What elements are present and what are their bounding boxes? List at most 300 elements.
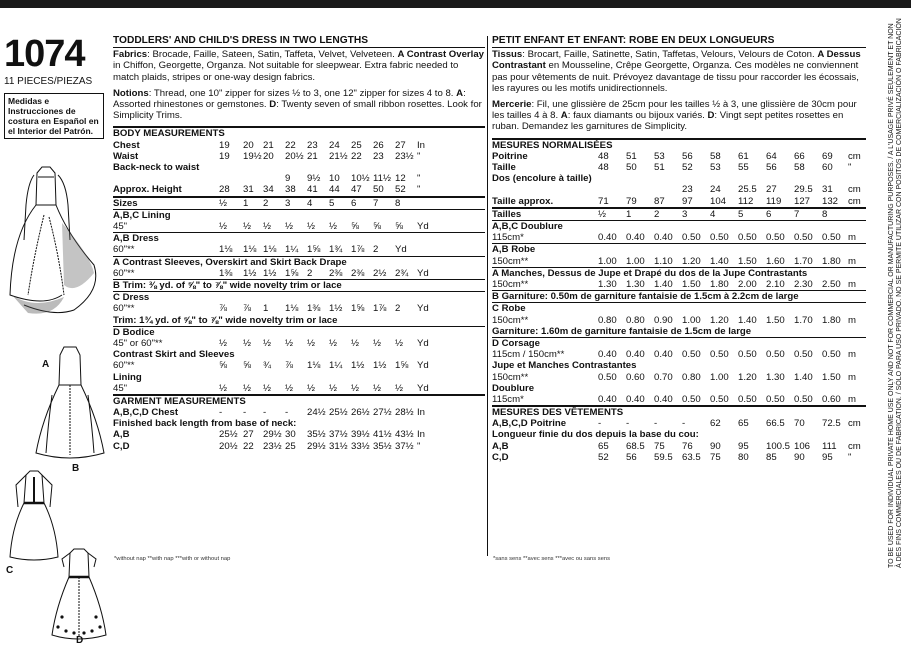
- yardage-block: [492, 290, 866, 302]
- cell-value: 58: [794, 162, 805, 174]
- cell-value: 28½: [395, 407, 414, 419]
- english-body-measurements: [113, 126, 485, 195]
- cell-value: 37½: [329, 429, 348, 441]
- cell-value: 0.50: [822, 232, 841, 244]
- cell-value: 85: [766, 451, 777, 463]
- cell-value: 2½: [373, 267, 387, 279]
- body-measurement-row: [113, 151, 485, 162]
- cell-value: 1.60: [766, 255, 785, 267]
- row-label: A,B: [492, 440, 509, 452]
- yardage-heading: A Contrast Sleeves, Overskirt and Skirt Back Drape: [113, 256, 347, 268]
- cell-value: In: [417, 429, 426, 441]
- cell-value: ½: [598, 208, 607, 220]
- cell-value: 53: [710, 162, 721, 174]
- cell-value: 1.00: [682, 314, 701, 326]
- cell-value: Yd: [417, 267, 429, 279]
- cell-value: 1½: [351, 360, 365, 372]
- cell-value: 2: [307, 267, 313, 279]
- cell-value: 19: [219, 150, 230, 162]
- cell-value: 1.50: [682, 278, 701, 290]
- notions-text: : Thread, one 10" zipper for sizes ½ to 3, one 12" zipper for sizes 4 to 8.: [148, 87, 457, 99]
- cell-value: 11½: [373, 173, 391, 185]
- yardage-row: [113, 360, 485, 371]
- cell-value: 61: [738, 150, 749, 162]
- cell-value: cm: [848, 195, 861, 207]
- cell-value: -: [682, 418, 686, 430]
- cell-value: 1: [263, 303, 269, 315]
- cell-value: 0.50: [710, 393, 729, 405]
- row-label: 60"**: [113, 267, 135, 279]
- yardage-heading: Trim: 1¾ yd. of ⅝" to ⅞" wide novelty trim or lace: [113, 314, 338, 326]
- yardage-row: [113, 383, 485, 394]
- cell-value: 25½: [219, 429, 238, 441]
- yardage-block: [113, 232, 485, 255]
- garment-measurement-row: [492, 441, 866, 452]
- yardage-row: [492, 256, 866, 267]
- french-tissus: [492, 49, 866, 94]
- row-label: 115cm / 150cm**: [492, 349, 565, 361]
- cell-value: 66.5: [766, 418, 785, 430]
- cell-value: 1⅞: [373, 303, 387, 315]
- garment-measurement-row: [492, 452, 866, 463]
- cell-value: Yd: [395, 244, 407, 256]
- cell-value: -: [243, 407, 247, 419]
- usage-disclaimer: TO BE USED FOR INDIVIDUAL PRIVATE HOME USE ONLY AND NOT FOR COMMERCIAL OR MANUFACTURING PURPOSES. / A L'USAGE PRIVÉ SEULEMENT ET NON À DES FINS COMMERCIALES OU DE FABRICATION. / SÓLO PARA USO PRIVADO. NO SE PERMITE UTILIZAR CON POSITOS DE COMERCIALIZACIÓN O FABRICACIÓN: [888, 18, 904, 568]
- english-notions: [113, 88, 485, 122]
- cell-value: 20: [263, 150, 274, 162]
- cell-value: 1.40: [654, 278, 673, 290]
- english-garment-rows: [113, 407, 485, 452]
- cell-value: ½: [373, 337, 382, 349]
- cell-value: -: [654, 418, 658, 430]
- cell-value: 2.10: [766, 278, 785, 290]
- cell-value: 80: [738, 451, 749, 463]
- view-label-c: C: [6, 565, 14, 576]
- yardage-block: [113, 256, 485, 279]
- mercerie-text: : Fil, une glissière de 25cm pour les tailles ½ à 3, une glissière de 30cm pour les tailles 4 à 8.: [492, 99, 857, 122]
- cell-value: 53: [654, 150, 665, 162]
- cell-value: ": [417, 150, 421, 162]
- cell-value: 3: [285, 197, 291, 209]
- row-label: 45": [113, 220, 128, 232]
- cell-value: 0.50: [682, 349, 701, 361]
- cell-value: 9½: [307, 173, 321, 185]
- cell-value: ½: [243, 382, 252, 394]
- cell-value: 2⅜: [329, 267, 343, 279]
- cell-value: ½: [263, 382, 272, 394]
- cell-value: 27: [766, 184, 777, 196]
- cell-value: 5: [329, 197, 335, 209]
- yardage-block: [492, 337, 866, 360]
- cell-value: 26: [373, 139, 384, 151]
- cell-value: 1½: [373, 360, 387, 372]
- cell-value: ½: [263, 337, 272, 349]
- yardage-block: [113, 279, 485, 291]
- cell-value: 26½: [351, 407, 370, 419]
- cell-value: ": [848, 162, 852, 174]
- cell-value: 0.50: [738, 349, 757, 361]
- cell-value: 63.5: [682, 451, 701, 463]
- row-label: Back-neck to waist: [113, 162, 200, 173]
- tissus-a-label: A Dessus Contrastant: [492, 49, 861, 72]
- notions-d-label: D: [269, 99, 277, 111]
- yardage-block: [113, 326, 485, 349]
- mercerie-d-label: D: [707, 110, 715, 122]
- cell-value: 71: [598, 195, 609, 207]
- cell-value: 22: [285, 139, 296, 151]
- cell-value: 41½: [373, 429, 392, 441]
- cell-value: -: [598, 418, 602, 430]
- cell-value: 0.50: [766, 349, 785, 361]
- cell-value: 79: [626, 195, 637, 207]
- yardage-row: [113, 303, 485, 314]
- cell-value: 127: [794, 195, 811, 207]
- cell-value: 1.20: [710, 314, 729, 326]
- cell-value: cm: [848, 150, 861, 162]
- cell-value: 25½: [329, 407, 348, 419]
- cell-value: 8: [822, 208, 828, 220]
- row-label: 60"**: [113, 360, 135, 372]
- cell-value: 0.50: [794, 232, 813, 244]
- cell-value: cm: [848, 418, 861, 430]
- yardage-heading: Contrast Skirt and Sleeves: [113, 349, 235, 361]
- cell-value: 52: [395, 184, 406, 196]
- cell-value: 0.40: [626, 232, 645, 244]
- french-footnote: *sans sens **avec sens ***avec ou sans sens: [493, 556, 610, 562]
- cell-value: 51: [626, 150, 637, 162]
- cell-value: ½: [285, 382, 294, 394]
- yardage-row: [113, 244, 485, 255]
- cell-value: 64: [766, 150, 777, 162]
- row-label: Dos (encolure à taille): [492, 173, 592, 185]
- cell-value: 1⅝: [395, 360, 409, 372]
- mesures-heading: MESURES NORMALISÉES: [492, 139, 613, 151]
- cell-value: 31: [822, 184, 833, 196]
- row-label: Finished back length from base of neck:: [113, 418, 297, 430]
- cell-value: 29½: [307, 440, 326, 452]
- notions-a-label: A: [456, 87, 464, 99]
- yardage-block: [492, 360, 866, 382]
- cell-value: ⅝: [243, 360, 252, 372]
- cell-value: 29.5: [794, 184, 813, 196]
- cell-value: 1.80: [822, 255, 841, 267]
- cell-value: ⅞: [219, 303, 228, 315]
- yardage-row: [492, 349, 866, 360]
- french-sizes-row: [492, 209, 866, 220]
- cell-value: m: [848, 255, 856, 267]
- cell-value: ": [848, 451, 852, 463]
- cell-value: 2: [263, 197, 269, 209]
- cell-value: 0.40: [598, 349, 617, 361]
- tissus-text: : Brocart, Faille, Satinette, Satin, Taffetas, Velours, Velours de Coton.: [522, 49, 818, 61]
- cell-value: ½: [263, 220, 272, 232]
- cell-value: 70: [794, 418, 805, 430]
- cell-value: 2.50: [822, 278, 841, 290]
- cell-value: 1.30: [766, 371, 785, 383]
- garment-measurement-row: [113, 407, 485, 418]
- cell-value: 1⅝: [307, 244, 321, 256]
- row-label: 115cm*: [492, 393, 524, 405]
- row-label: 60"**: [113, 244, 135, 256]
- row-label: Longueur finie du dos depuis la base du cou:: [492, 429, 699, 441]
- cell-value: 24: [329, 139, 340, 151]
- cell-value: 0.70: [654, 371, 673, 383]
- cell-value: ½: [285, 337, 294, 349]
- cell-value: 19: [219, 139, 230, 151]
- tissus-label: Tissus: [492, 49, 523, 61]
- row-label: [492, 184, 598, 195]
- cell-value: 30: [285, 429, 296, 441]
- dress-view-a-illustration: [4, 145, 108, 355]
- cell-value: 23½: [263, 440, 282, 452]
- cell-value: -: [285, 407, 289, 419]
- cell-value: 1.40: [738, 314, 757, 326]
- cell-value: 1⅝: [351, 303, 365, 315]
- yardage-heading: Jupe et Manches Contrastantes: [492, 360, 637, 372]
- row-label: Tailles: [492, 208, 522, 220]
- english-garment-measurements: [113, 394, 485, 452]
- cell-value: 0.50: [766, 232, 785, 244]
- cell-value: 25.5: [738, 184, 757, 196]
- cell-value: 1⅛: [263, 244, 277, 256]
- cell-value: ½: [243, 220, 252, 232]
- french-body-measurements: [492, 138, 866, 207]
- row-label: C,D: [113, 440, 130, 452]
- cell-value: cm: [848, 440, 861, 452]
- garment-measurements-heading: GARMENT MEASUREMENTS: [113, 395, 246, 407]
- row-label: A,B,C,D Poitrine: [492, 418, 567, 430]
- yardage-block: [492, 267, 866, 290]
- cell-value: 10½: [351, 173, 370, 185]
- row-label: 150cm**: [492, 314, 529, 326]
- cell-value: 2: [373, 244, 379, 256]
- cell-value: 1⅛: [285, 303, 299, 315]
- cell-value: Yd: [417, 360, 429, 372]
- cell-value: 19½: [243, 150, 262, 162]
- cell-value: 35½: [373, 440, 392, 452]
- cell-value: 21½: [329, 150, 348, 162]
- garment-measurement-row: [492, 429, 866, 440]
- cell-value: ⅝: [395, 220, 404, 232]
- fabrics-a-label: A Contrast Overlay: [397, 49, 485, 61]
- row-label: 115cm*: [492, 232, 524, 244]
- yardage-row: [113, 338, 485, 349]
- cell-value: 58: [710, 150, 721, 162]
- cell-value: 69: [822, 150, 833, 162]
- french-body-rows: [492, 151, 866, 207]
- yardage-block: [113, 349, 485, 371]
- cell-value: 0.50: [710, 232, 729, 244]
- cell-value: 1: [626, 208, 632, 220]
- cell-value: 12: [395, 173, 406, 185]
- row-label: Sizes: [113, 197, 138, 209]
- cell-value: 2: [654, 208, 660, 220]
- cell-value: 44: [329, 184, 340, 196]
- cell-value: 6: [351, 197, 357, 209]
- row-label: 45" or 60"**: [113, 337, 163, 349]
- row-label: A,B: [113, 429, 130, 441]
- cell-value: 52: [598, 451, 609, 463]
- cell-value: cm: [848, 184, 861, 196]
- body-measurements-heading: BODY MEASUREMENTS: [113, 128, 225, 140]
- view-label-b: B: [72, 463, 80, 474]
- body-measurement-row: [113, 162, 485, 173]
- cell-value: ½: [329, 337, 338, 349]
- cell-value: 0.50: [598, 371, 617, 383]
- cell-value: ⅞: [285, 360, 294, 372]
- cell-value: 1⅜: [219, 267, 233, 279]
- cell-value: 0.40: [626, 393, 645, 405]
- english-fabrics: [113, 49, 485, 83]
- yardage-row: [492, 315, 866, 326]
- mercerie-a-text: : faux diamants ou bijoux variés.: [567, 110, 708, 122]
- yardage-heading: B Garniture: 0.50m de garniture fantaisie de 1.5cm à 2.2cm de large: [492, 291, 799, 303]
- yardage-block: [492, 220, 866, 243]
- cell-value: 106: [794, 440, 811, 452]
- cell-value: 1⅛: [307, 360, 321, 372]
- cell-value: Yd: [417, 220, 429, 232]
- cell-value: ": [417, 440, 421, 452]
- cell-value: 0.50: [738, 393, 757, 405]
- cell-value: 1.50: [766, 314, 785, 326]
- cell-value: 50: [626, 162, 637, 174]
- yardage-block: [492, 302, 866, 325]
- cell-value: 27: [395, 139, 406, 151]
- cell-value: 0.40: [598, 232, 617, 244]
- cell-value: 1.30: [598, 278, 617, 290]
- cell-value: ½: [329, 220, 338, 232]
- yardage-heading: A,B,C Doublure: [492, 220, 563, 232]
- cell-value: 112: [738, 195, 754, 207]
- cell-value: 1.70: [794, 314, 813, 326]
- cell-value: 56: [766, 162, 777, 174]
- cell-value: 1.70: [794, 255, 813, 267]
- cell-value: 35½: [307, 429, 326, 441]
- yardage-block: [113, 291, 485, 314]
- row-label: A,B,C,D Chest: [113, 407, 179, 419]
- french-sizes: [492, 207, 866, 220]
- cell-value: ½: [219, 197, 228, 209]
- cell-value: 90: [710, 440, 721, 452]
- column-divider: [487, 36, 488, 556]
- cell-value: m: [848, 371, 856, 383]
- row-label: Chest: [113, 139, 140, 151]
- cell-value: 68.5: [626, 440, 645, 452]
- cell-value: 0.40: [654, 349, 673, 361]
- cell-value: ½: [373, 382, 382, 394]
- cell-value: ½: [395, 337, 404, 349]
- cell-value: 1⅜: [307, 303, 321, 315]
- pattern-number: 1074: [4, 33, 85, 75]
- cell-value: 2.00: [738, 278, 757, 290]
- top-dark-strip: [0, 0, 911, 8]
- yardage-block: [113, 315, 485, 326]
- yardage-row: [113, 268, 485, 279]
- cell-value: 55: [738, 162, 749, 174]
- cell-value: 75: [654, 440, 665, 452]
- cell-value: 95: [822, 451, 833, 463]
- cell-value: 1½: [263, 267, 277, 279]
- cell-value: ½: [395, 382, 404, 394]
- french-yardage: [492, 220, 866, 405]
- tissus-rest: en Mousseline, Crêpe Georgette, Organza. Ces modèles ne conviennent pas pour vêtements de nuit. Prévoyez davantage de tissu pour raccorder les écossais, les rayures ou les motifs unidirectionnels.: [492, 60, 859, 94]
- cell-value: 31½: [329, 440, 348, 452]
- cell-value: 1.50: [738, 255, 757, 267]
- pieces-count: 11 PIECES/PIEZAS: [4, 76, 93, 87]
- cell-value: 97: [682, 195, 693, 207]
- garment-measurement-row: [492, 418, 866, 429]
- row-label: Approx. Height: [113, 184, 182, 196]
- french-garment-rows: [492, 418, 866, 463]
- yardage-row: [492, 232, 866, 243]
- cell-value: 76: [682, 440, 693, 452]
- cell-value: 22: [351, 150, 362, 162]
- cell-value: ": [417, 173, 421, 185]
- cell-value: ½: [219, 220, 228, 232]
- french-mercerie: [492, 99, 866, 133]
- fabrics-label: Fabrics: [113, 49, 148, 61]
- cell-value: 25: [285, 440, 296, 452]
- view-illustrations: [4, 145, 112, 646]
- cell-value: 41: [307, 184, 318, 196]
- garment-measurement-row: [113, 429, 485, 440]
- cell-value: 56: [682, 150, 693, 162]
- cell-value: 62: [710, 418, 721, 430]
- yardage-heading: A Manches, Dessus de Jupe et Drapé du dos de la Jupe Contrastants: [492, 267, 808, 279]
- cell-value: 1¼: [285, 244, 299, 256]
- cell-value: ½: [219, 382, 228, 394]
- cell-value: -: [626, 418, 630, 430]
- yardage-heading: D Corsage: [492, 337, 540, 349]
- mercerie-label: Mercerie: [492, 99, 532, 111]
- yardage-block: [113, 372, 485, 394]
- cell-value: 1.80: [822, 314, 841, 326]
- cell-value: 1.10: [654, 255, 673, 267]
- cell-value: 0.60: [822, 393, 841, 405]
- cell-value: 100.5: [766, 440, 791, 452]
- cell-value: ½: [351, 337, 360, 349]
- english-yardage: [113, 209, 485, 394]
- english-footnote: *without nap **with nap ***with or without nap: [114, 556, 231, 562]
- cell-value: 1¾: [329, 244, 343, 256]
- cell-value: 8: [395, 197, 401, 209]
- yardage-heading: B Trim: ⅜ yd. of ⅝" to ⅞" wide novelty trim or lace: [113, 279, 342, 291]
- cell-value: 1: [243, 197, 249, 209]
- cell-value: 50: [373, 184, 384, 196]
- cell-value: 31: [243, 184, 254, 196]
- cell-value: 1⅞: [351, 244, 365, 256]
- yardage-heading: C Dress: [113, 292, 150, 304]
- yardage-heading: C Robe: [492, 303, 526, 315]
- view-label-d: D: [76, 635, 84, 646]
- english-title: TODDLERS' AND CHILD'S DRESS IN TWO LENGTHS: [113, 35, 485, 48]
- cell-value: 43½: [395, 429, 414, 441]
- cell-value: 28: [219, 184, 230, 196]
- sizes-row: [113, 198, 485, 209]
- cell-value: 4: [307, 197, 313, 209]
- row-label: C,D: [492, 451, 509, 463]
- cell-value: 37½: [395, 440, 414, 452]
- cell-value: 25: [351, 139, 362, 151]
- mercerie-d-text: : Vingt sept petites rosettes en ruban. Demandez les garnitures de Simplicity.: [492, 110, 844, 133]
- yardage-heading: Lining: [113, 371, 142, 383]
- cell-value: 0.50: [822, 349, 841, 361]
- cell-value: 23: [373, 150, 384, 162]
- garment-measurement-row: [113, 418, 485, 429]
- cell-value: ⅞: [243, 303, 252, 315]
- cell-value: 1.50: [822, 371, 841, 383]
- cell-value: 59.5: [654, 451, 673, 463]
